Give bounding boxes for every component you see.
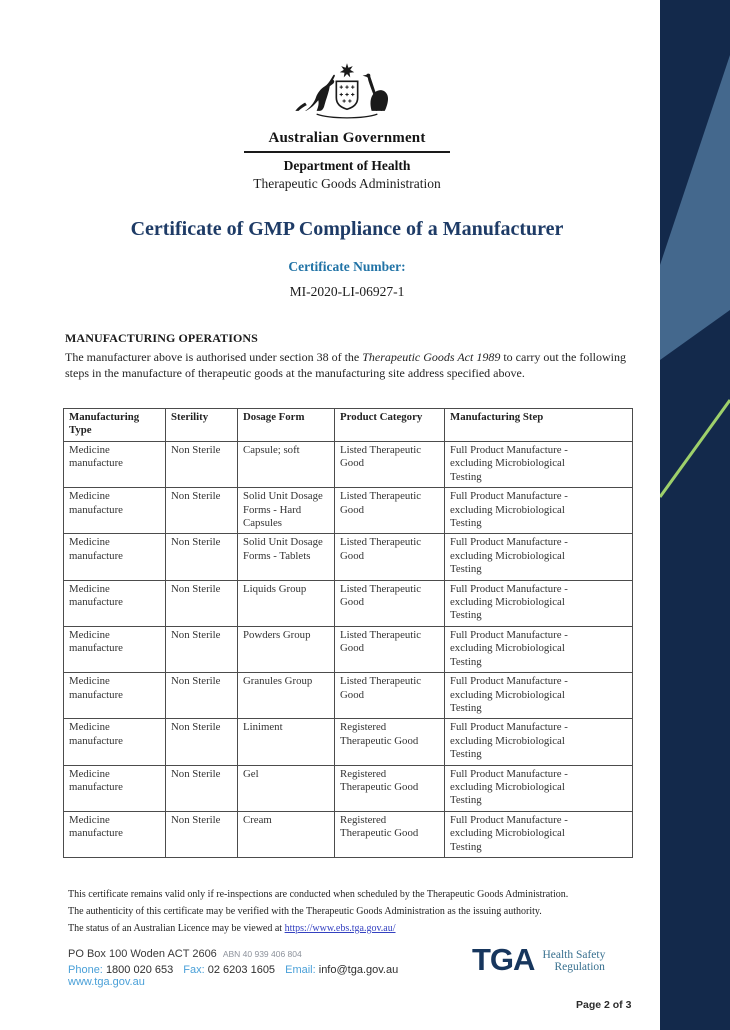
table-cell: Medicine manufacture [64,626,166,672]
table-cell: Cream [238,811,335,857]
table-cell: Registered Therapeutic Good [335,811,445,857]
table-cell: Medicine manufacture [64,488,166,534]
table-cell: Medicine manufacture [64,765,166,811]
table-row [64,626,633,672]
fax-number: 02 6203 1605 [207,964,276,976]
table-cell: Non Sterile [166,442,238,488]
postal-address: PO Box 100 Woden ACT 2606 [68,948,217,960]
table-row [64,719,633,765]
table-cell: Non Sterile [166,488,238,534]
table-cell: Full Product Manufacture - excluding Microbiological Testing [445,534,633,580]
col-header-product-category: Product Category [335,409,445,442]
header-divider [244,151,450,153]
note-authenticity: The authenticity of this certificate may be verified with the Therapeutic Goods Administration as the issuing authority. [68,906,542,917]
table-cell: Full Product Manufacture - excluding Microbiological Testing [445,580,633,626]
tga-logo-tagline [542,949,605,973]
section-intro-paragraph [65,349,627,381]
abn-number: ABN 40 939 406 804 [222,949,302,959]
tga-logo-mark: TGA [472,942,535,977]
table-row [64,673,633,719]
table-cell: Powders Group [238,626,335,672]
col-header-manufacturing-step: Manufacturing Step [445,409,633,442]
table-cell: Capsule; soft [238,442,335,488]
col-header-manufacturing-type: Manufacturing Type [64,409,166,442]
australian-coat-of-arms-icon [291,60,403,124]
department-name: Department of Health [283,157,411,173]
table-cell: Full Product Manufacture - excluding Microbiological Testing [445,673,633,719]
table-cell: Non Sterile [166,580,238,626]
col-header-sterility: Sterility [166,409,238,442]
table-row [64,811,633,857]
note-status-text: The status of an Australian Licence may be viewed at [68,923,285,934]
tga-website-link[interactable]: www.tga.gov.au [68,976,145,988]
table-cell: Listed Therapeutic Good [335,442,445,488]
table-cell: Full Product Manufacture - excluding Microbiological Testing [445,442,633,488]
fax-label: Fax: [183,964,205,976]
col-header-dosage-form: Dosage Form [238,409,335,442]
table-cell: Full Product Manufacture - excluding Microbiological Testing [445,811,633,857]
table-row [64,580,633,626]
table-cell: Full Product Manufacture - excluding Microbiological Testing [445,488,633,534]
operations-table [63,408,633,858]
document-header [0,60,694,192]
contact-block [68,948,468,988]
table-cell: Non Sterile [166,811,238,857]
tga-logo [472,942,606,977]
table-row [64,488,633,534]
tagline-line2: Regulation [554,961,605,973]
table-row [64,534,633,580]
section-intro-after: to carry out the following steps in the manufacture of therapeutic goods at the manufacturing site address specified above. [65,350,626,380]
table-cell: Medicine manufacture [64,442,166,488]
table-cell: Listed Therapeutic Good [335,673,445,719]
email-address: info@tga.gov.au [318,964,399,976]
act-title: Therapeutic Goods Act 1989 [362,350,501,364]
email-label: Email: [285,964,316,976]
validity-notes [68,889,628,940]
manufacturing-operations-section [65,331,627,381]
note-validity: This certificate remains valid only if re-inspections are conducted when scheduled by the Therapeutic Goods Administration. [68,889,569,900]
certificate-number-block [0,259,694,300]
table-cell: Gel [238,765,335,811]
note-status [68,923,628,934]
table-cell: Solid Unit Dosage Forms - Tablets [238,534,335,580]
table-cell: Non Sterile [166,626,238,672]
certificate-title: Certificate of GMP Compliance of a Manufacturer [130,218,564,240]
table-header-row [64,409,633,442]
table-cell: Full Product Manufacture - excluding Microbiological Testing [445,765,633,811]
government-name: Australian Government [268,130,426,146]
table-cell: Full Product Manufacture - excluding Microbiological Testing [445,626,633,672]
section-intro-before: The manufacturer above is authorised under section 38 of the [65,350,363,364]
table-cell: Listed Therapeutic Good [335,488,445,534]
agency-name: Therapeutic Goods Administration [253,175,441,191]
tagline-line1: Health Safety [542,949,606,961]
certificate-number-label: Certificate Number: [288,259,406,274]
table-cell: Non Sterile [166,534,238,580]
table-cell: Registered Therapeutic Good [335,719,445,765]
section-heading: MANUFACTURING OPERATIONS [65,331,258,345]
table-row [64,765,633,811]
operations-table-body [64,442,633,858]
table-cell: Solid Unit Dosage Forms - Hard Capsules [238,488,335,534]
table-cell: Non Sterile [166,765,238,811]
table-cell: Granules Group [238,673,335,719]
table-row [64,442,633,488]
table-cell: Listed Therapeutic Good [335,534,445,580]
page-number: Page 2 of 3 [576,999,632,1011]
table-cell: Medicine manufacture [64,719,166,765]
table-cell: Non Sterile [166,719,238,765]
table-cell: Medicine manufacture [64,811,166,857]
table-cell: Liniment [238,719,335,765]
certificate-number-value: MI-2020-LI-06927-1 [289,284,405,299]
phone-number: 1800 020 653 [105,964,174,976]
table-cell: Medicine manufacture [64,580,166,626]
table-cell: Listed Therapeutic Good [335,626,445,672]
table-cell: Full Product Manufacture - excluding Microbiological Testing [445,719,633,765]
table-cell: Listed Therapeutic Good [335,580,445,626]
table-cell: Registered Therapeutic Good [335,765,445,811]
table-cell: Liquids Group [238,580,335,626]
table-cell: Non Sterile [166,673,238,719]
table-cell: Medicine manufacture [64,673,166,719]
table-cell: Medicine manufacture [64,534,166,580]
ebs-website-link[interactable]: https://www.ebs.tga.gov.au/ [284,923,396,934]
phone-label: Phone: [68,964,103,976]
